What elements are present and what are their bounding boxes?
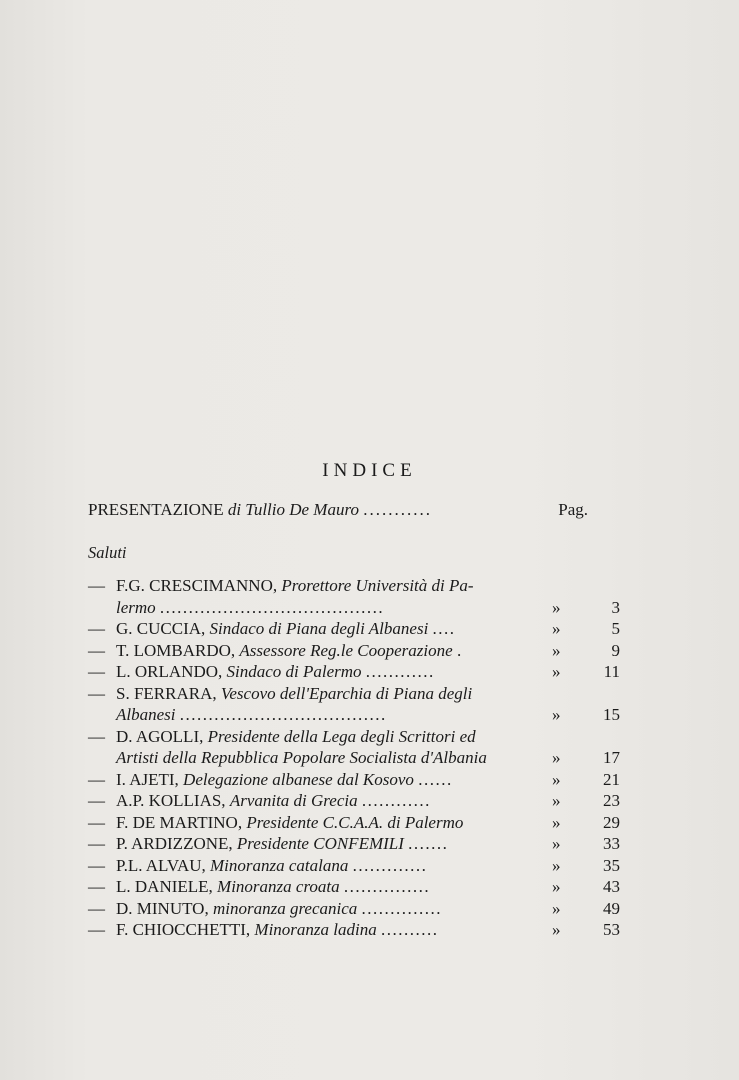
entry-name: P.L. ALVAU, xyxy=(116,855,206,875)
entry-dots: ....................................... xyxy=(159,597,385,617)
presentazione-entry xyxy=(88,500,588,520)
entry-dash: — xyxy=(88,576,105,595)
entry-role: Presidente CONFEMILI xyxy=(236,834,404,853)
entry-line xyxy=(88,640,571,662)
entry-dash: — xyxy=(88,619,105,638)
ditto-mark: » xyxy=(552,812,561,832)
ditto-mark: » xyxy=(552,920,561,939)
entry-role: Minoranza catalana xyxy=(210,855,349,875)
entry-dash: — xyxy=(88,769,105,789)
entry-dash: — xyxy=(88,683,105,703)
entry-role: Sindaco di Piana degli Albanesi xyxy=(209,619,429,638)
entry-dash: — xyxy=(88,812,105,832)
index-entry xyxy=(88,833,620,855)
entry-name: L. DANIELE, xyxy=(116,877,213,896)
index-entry xyxy=(88,640,620,662)
entry-dash: — xyxy=(88,855,105,875)
ditto-mark: » xyxy=(552,705,561,724)
entry-dots: .......... xyxy=(380,920,439,939)
entry-page-number: 33 xyxy=(603,834,620,853)
entry-dots: ............ xyxy=(365,662,435,681)
ditto-mark: » xyxy=(552,662,561,681)
entry-dash: — xyxy=(88,920,105,939)
entry-dots: .................................... xyxy=(179,705,387,724)
entry-role-continued: Albanesi xyxy=(116,705,176,724)
entry-page-number: 29 xyxy=(603,812,620,832)
bleed-through-text xyxy=(80,100,720,430)
entry-dots: .... xyxy=(432,619,456,638)
entry-page-number: 15 xyxy=(603,705,620,724)
entry-line xyxy=(88,876,571,898)
entry-dash: — xyxy=(88,662,105,681)
entry-line-continued xyxy=(88,597,571,619)
entry-dash: — xyxy=(88,877,105,896)
entry-dash: — xyxy=(88,834,105,853)
index-entry xyxy=(88,661,620,683)
index-entry xyxy=(88,790,620,812)
ditto-mark: » xyxy=(552,834,561,853)
entry-name: L. ORLANDO, xyxy=(116,662,223,681)
entry-line xyxy=(88,618,571,640)
entry-page-number: 43 xyxy=(603,877,620,896)
entry-role: Presidente C.C.A.A. di Palermo xyxy=(246,812,464,832)
entry-line xyxy=(88,919,571,941)
entry-name: G. CUCCIA, xyxy=(116,619,206,638)
ditto-mark: » xyxy=(552,619,561,638)
section-heading: Saluti xyxy=(88,543,127,562)
entry-page-number: 21 xyxy=(603,769,620,789)
entry-page-number: 11 xyxy=(603,662,620,681)
entry-role: Assessore Reg.le Cooperazione xyxy=(239,640,453,660)
entry-role: minoranza grecanica xyxy=(212,898,358,918)
index-entry xyxy=(88,726,620,769)
entry-dots: .............. xyxy=(361,898,443,918)
entry-page-number: 53 xyxy=(603,920,620,939)
entry-line xyxy=(88,575,571,597)
index-entry xyxy=(88,898,620,920)
entry-line xyxy=(88,812,571,834)
ditto-mark: » xyxy=(552,597,561,617)
entry-page-number: 5 xyxy=(611,619,620,638)
entry-line xyxy=(88,683,571,705)
entry-role: Vescovo dell'Eparchia di Piana degli xyxy=(220,683,473,703)
entry-dots: ............. xyxy=(352,855,428,875)
ditto-mark: » xyxy=(552,791,561,810)
entry-role: Minoranza ladina xyxy=(254,920,377,939)
entry-dots: ...... xyxy=(418,769,453,789)
ditto-mark: » xyxy=(552,769,561,789)
index-entry xyxy=(88,812,620,834)
ditto-mark: » xyxy=(552,898,561,918)
entry-dash: — xyxy=(88,791,105,810)
entry-name: T. LOMBARDO, xyxy=(116,640,236,660)
presentazione-label: PRESENTAZIONE xyxy=(88,500,224,519)
index-entry xyxy=(88,876,620,898)
entry-name: S. FERRARA, xyxy=(116,683,217,703)
entry-role: Arvanita di Grecia xyxy=(229,791,358,810)
entry-role: Delegazione albanese dal Kosovo xyxy=(183,769,414,789)
entry-dash: — xyxy=(88,640,105,660)
entry-name: F.G. CRESCIMANNO, xyxy=(116,576,278,595)
entry-page-number: 3 xyxy=(611,597,620,617)
index-entry xyxy=(88,855,620,877)
entry-role: Sindaco di Palermo xyxy=(226,662,362,681)
page-label: Pag. xyxy=(558,500,588,519)
entry-dots: ............... xyxy=(343,877,431,896)
entry-name: D. AGOLLI, xyxy=(116,726,204,746)
entry-role-continued: lermo xyxy=(116,597,156,617)
entry-page-number: 49 xyxy=(603,898,620,918)
index-list xyxy=(88,575,620,941)
index-entry xyxy=(88,683,620,726)
index-entry xyxy=(88,575,620,618)
entry-line xyxy=(88,661,571,683)
index-title: INDICE xyxy=(322,460,417,481)
entry-dash: — xyxy=(88,726,105,746)
presentazione-dots: ........... xyxy=(363,500,432,519)
entry-page-number: 17 xyxy=(603,748,620,767)
entry-name: P. ARDIZZONE, xyxy=(116,834,233,853)
entry-dots: ............ xyxy=(361,791,431,810)
entry-line xyxy=(88,833,571,855)
entry-line xyxy=(88,769,571,791)
ditto-mark: » xyxy=(552,877,561,896)
entry-page-number: 35 xyxy=(603,855,620,875)
entry-dots: . xyxy=(456,640,463,660)
entry-dash: — xyxy=(88,898,105,918)
entry-name: F. DE MARTINO, xyxy=(116,812,243,832)
entry-page-number: 23 xyxy=(603,791,620,810)
entry-name: A.P. KOLLIAS, xyxy=(116,791,226,810)
ditto-mark: » xyxy=(552,748,561,767)
entry-role-continued: Artisti della Repubblica Popolare Socialista d'Albania xyxy=(116,748,487,767)
index-entry xyxy=(88,919,620,941)
ditto-mark: » xyxy=(552,855,561,875)
entry-line xyxy=(88,726,571,748)
entry-line-continued xyxy=(88,704,571,726)
index-entry xyxy=(88,769,620,791)
entry-role: Presidente della Lega degli Scrittori ed xyxy=(207,726,476,746)
entry-line xyxy=(88,855,571,877)
entry-line xyxy=(88,790,571,812)
ditto-mark: » xyxy=(552,640,561,660)
entry-line xyxy=(88,898,571,920)
entry-role: Prorettore Università di Pa- xyxy=(281,576,474,595)
presentazione-author: di Tullio De Mauro xyxy=(227,500,359,519)
entry-line-continued xyxy=(88,747,571,769)
entry-name: I. AJETI, xyxy=(116,769,179,789)
entry-name: F. CHIOCCHETTI, xyxy=(116,920,251,939)
entry-dots: ....... xyxy=(408,834,449,853)
entry-page-number: 9 xyxy=(611,640,620,660)
index-entry xyxy=(88,618,620,640)
entry-role: Minoranza croata xyxy=(217,877,340,896)
entry-name: D. MINUTO, xyxy=(116,898,209,918)
